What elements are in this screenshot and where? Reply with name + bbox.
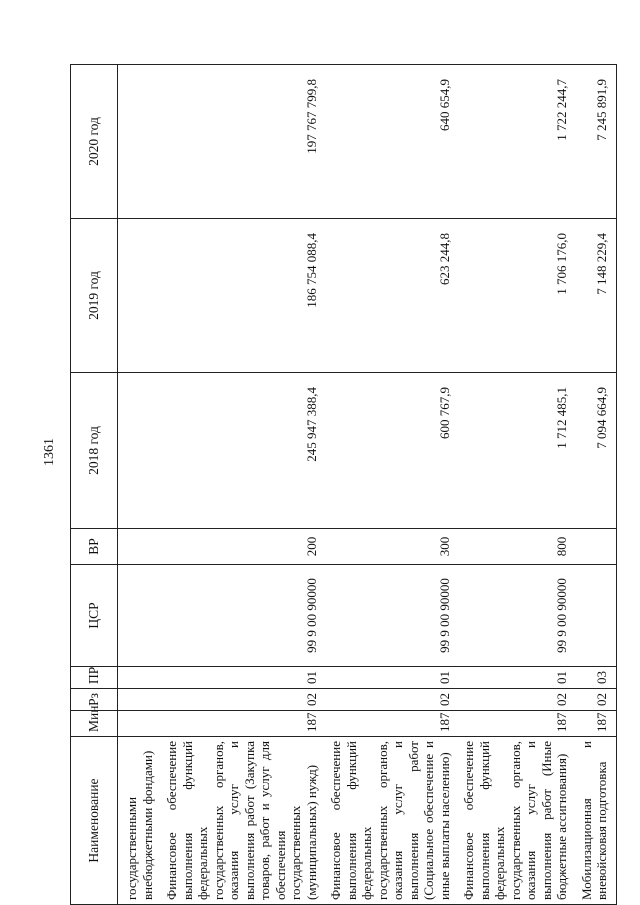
row-rz: 02: [161, 689, 325, 711]
row-2018: 7 094 664,9: [576, 373, 617, 529]
row-2019: 1 706 176,0: [458, 219, 576, 373]
table-row: [576, 65, 617, 905]
row-2018: [118, 373, 162, 529]
row-2019: 7 148 229,4: [576, 219, 617, 373]
header-vr: ВР: [71, 529, 118, 565]
table-header-row: [71, 65, 118, 905]
table-row: [118, 65, 162, 905]
row-min: [118, 711, 162, 737]
row-rz: 02: [325, 689, 458, 711]
header-2020: 2020 год: [71, 65, 118, 219]
row-name: государственными внебюджетными фондами): [118, 737, 162, 905]
row-vr: [576, 529, 617, 565]
row-csr: [118, 565, 162, 667]
row-rz: 02: [458, 689, 576, 711]
landscape-page: [70, 65, 609, 905]
row-name: Финансовое обеспечение выполнения функций федеральных государственных органов, оказания услуг и выполнения работ (Закупка товаров, работ и услуг для обеспечения государственных (муниципальных) нужд): [161, 737, 325, 905]
row-csr: 99 9 00 90000: [161, 565, 325, 667]
row-csr: [576, 565, 617, 667]
header-csr: ЦСР: [71, 565, 118, 667]
row-2018: 245 947 388,4: [161, 373, 325, 529]
header-pr: ПР: [71, 667, 118, 689]
row-2020: 197 767 799,8: [161, 65, 325, 219]
row-vr: 800: [458, 529, 576, 565]
row-name: Финансовое обеспечение выполнения функций федеральных государственных органов, оказания услуг и выполнения работ (Социальное обеспечение и иные выплаты населению): [325, 737, 458, 905]
row-pr: 01: [458, 667, 576, 689]
row-pr: 03: [576, 667, 617, 689]
row-2018: 1 712 485,1: [458, 373, 576, 529]
header-2018: 2018 год: [71, 373, 118, 529]
table-row: [161, 65, 325, 905]
header-2019: 2019 год: [71, 219, 118, 373]
row-2019: 186 754 088,4: [161, 219, 325, 373]
header-name: Наименование: [71, 737, 118, 905]
row-2020: 640 654,9: [325, 65, 458, 219]
row-name: Финансовое обеспечение выполнения функций федеральных государственных органов, оказания услуг и выполнения работ (Иные бюджетные ассигнования): [458, 737, 576, 905]
row-vr: [118, 529, 162, 565]
table-row: [458, 65, 576, 905]
row-csr: 99 9 00 90000: [458, 565, 576, 667]
row-vr: 200: [161, 529, 325, 565]
row-name: Мобилизационная и вневойсковая подготовка: [576, 737, 617, 905]
page-number: 1361: [42, 438, 57, 466]
row-vr: 300: [325, 529, 458, 565]
row-2020: 7 245 891,9: [576, 65, 617, 219]
row-2018: 600 767,9: [325, 373, 458, 529]
row-2020: 1 722 244,7: [458, 65, 576, 219]
table-row: [325, 65, 458, 905]
header-rz: Рз: [71, 689, 118, 711]
row-pr: 01: [161, 667, 325, 689]
row-pr: 01: [325, 667, 458, 689]
row-min: 187: [458, 711, 576, 737]
budget-table: [70, 64, 617, 905]
row-2020: [118, 65, 162, 219]
row-pr: [118, 667, 162, 689]
row-2019: [118, 219, 162, 373]
row-min: 187: [325, 711, 458, 737]
row-2019: 623 244,8: [325, 219, 458, 373]
row-rz: 02: [576, 689, 617, 711]
row-min: 187: [576, 711, 617, 737]
row-csr: 99 9 00 90000: [325, 565, 458, 667]
header-min: Мин: [71, 711, 118, 737]
row-rz: [118, 689, 162, 711]
row-min: 187: [161, 711, 325, 737]
table-rotator: [70, 65, 609, 905]
